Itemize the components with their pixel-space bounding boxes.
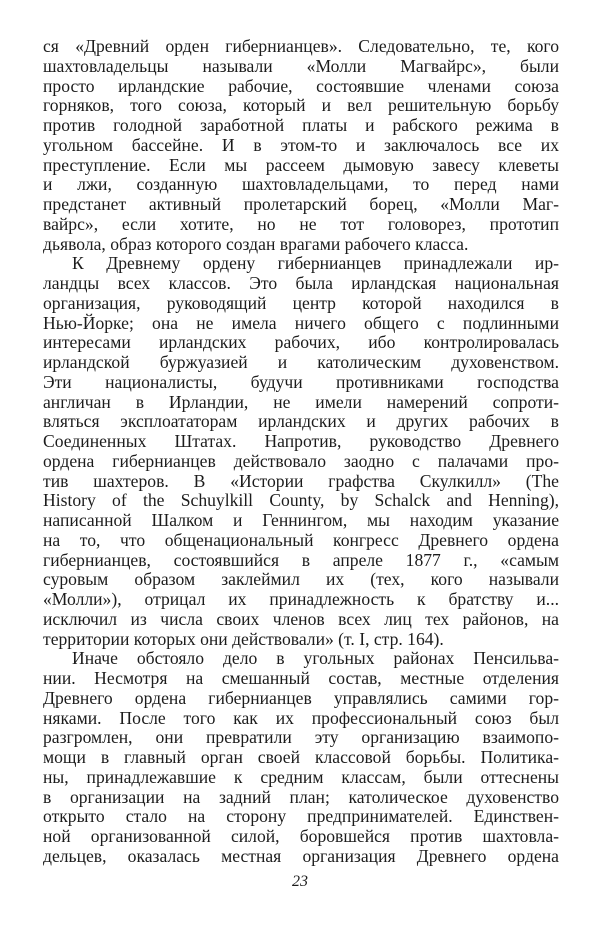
text-line: разгромлен, они превратили эту организацию взаимопо- (43, 727, 559, 748)
text-line: открыто стало на сторону предпринимателей. Единствен- (43, 806, 559, 827)
text-line: вляться эксплоататорам ирландских и других рабочих в (43, 411, 559, 432)
text-line: Соединенных Штатах. Напротив, руководство Древнего (43, 431, 559, 451)
text-line: вайрс», если хотите, но не тот головорез, прототип (43, 213, 559, 234)
page-number: 23 (292, 873, 308, 890)
text-line: исключил из числа своих членов всех лиц тех районов, на (43, 608, 559, 629)
text-line: горняков, того союза, который и вел решительную борьбу (43, 95, 559, 116)
text-line: в организации на задний план; католическое духовенство (43, 786, 559, 807)
text-line: Нью-Йорке; она не имела ничего общего с подлинными (43, 312, 559, 333)
text-line: шахтовладельцы называли «Молли Магвайрс», были (43, 55, 559, 76)
text-line: «Молли»), отрицал их принадлежность к братству и... (43, 589, 559, 609)
text-line: суровым образом заклеймил их (тех, кого называли (43, 569, 559, 590)
text-line: интересами ирландских рабочих, ибо контролировалась (43, 332, 559, 353)
text-line: тив шахтеров. В «Истории графства Скулкилл» (The (43, 470, 559, 491)
text-line: ны, принадлежавшие к средним классам, были оттеснены (43, 766, 559, 787)
paragraph-2 (43, 254, 559, 649)
text-line: предстанет активный пролетарский борец, «Молли Маг- (43, 194, 559, 214)
text-line: ной организованной силой, боровшейся против шахтовла- (43, 826, 559, 846)
text-line: Эти националисты, будучи противниками господства (43, 371, 559, 392)
text-line: дельцев, оказалась местная организация Древнего ордена (43, 845, 559, 866)
text-line: написанной Шалком и Геннингом, мы находим указание (43, 510, 559, 530)
page-body (43, 37, 559, 867)
text-line: на то, что общенациональный конгресс Древнего ордена (43, 529, 559, 550)
paragraph-3 (43, 649, 559, 866)
text-line: няками. После того как их профессиональный союз был (43, 707, 559, 728)
text-line: англичан в Ирландии, не имели намерений сопроти- (43, 391, 559, 412)
paragraph-1 (43, 37, 559, 254)
text-line: дьявола, образ которого создан врагами рабочего класса. (43, 233, 469, 254)
text-line: ландцы всех классов. Это была ирландская национальная (43, 273, 559, 293)
text-line: Иначе обстояло дело в угольных районах Пенсильва- (72, 648, 559, 669)
text-line: и лжи, созданную шахтовладельцами, то перед нами (43, 174, 559, 195)
text-line: Древнего ордена гибернианцев управлялись самими гор- (43, 687, 559, 708)
text-line: ордена гибернианцев действовало заодно с палачами про- (43, 450, 559, 471)
text-line: К Древнему ордену гибернианцев принадлежали ир- (72, 253, 559, 274)
text-line: территории которых они действовали» (т. I, стр. 164). (43, 628, 444, 649)
text-line: мощи в главный орган своей классовой борьбы. Политика- (43, 747, 559, 767)
text-line: организация, руководящий центр которой находился в (43, 292, 559, 313)
text-line: просто ирландские рабочие, состоявшие членами союза (43, 75, 559, 96)
text-line: гибернианцев, состоявшийся в апреле 1877 г., «самым (43, 549, 559, 570)
text-line: ся «Древний орден гибернианцев». Следовательно, те, кого (43, 36, 559, 56)
text-line: ирландской буржуазией и католическим духовенством. (43, 352, 559, 372)
text-line: преступление. Если мы рассеем дымовую завесу клеветы (43, 154, 559, 175)
text-line: нии. Несмотря на смешанный состав, местные отделения (43, 668, 559, 688)
text-line: против голодной заработной платы и рабского режима в (43, 115, 559, 135)
text-line: угольном бассейне. И в этом-то и заключалось все их (43, 134, 559, 155)
text-line: History of the Schuylkill County, by Schalck and Henning), (43, 490, 559, 511)
